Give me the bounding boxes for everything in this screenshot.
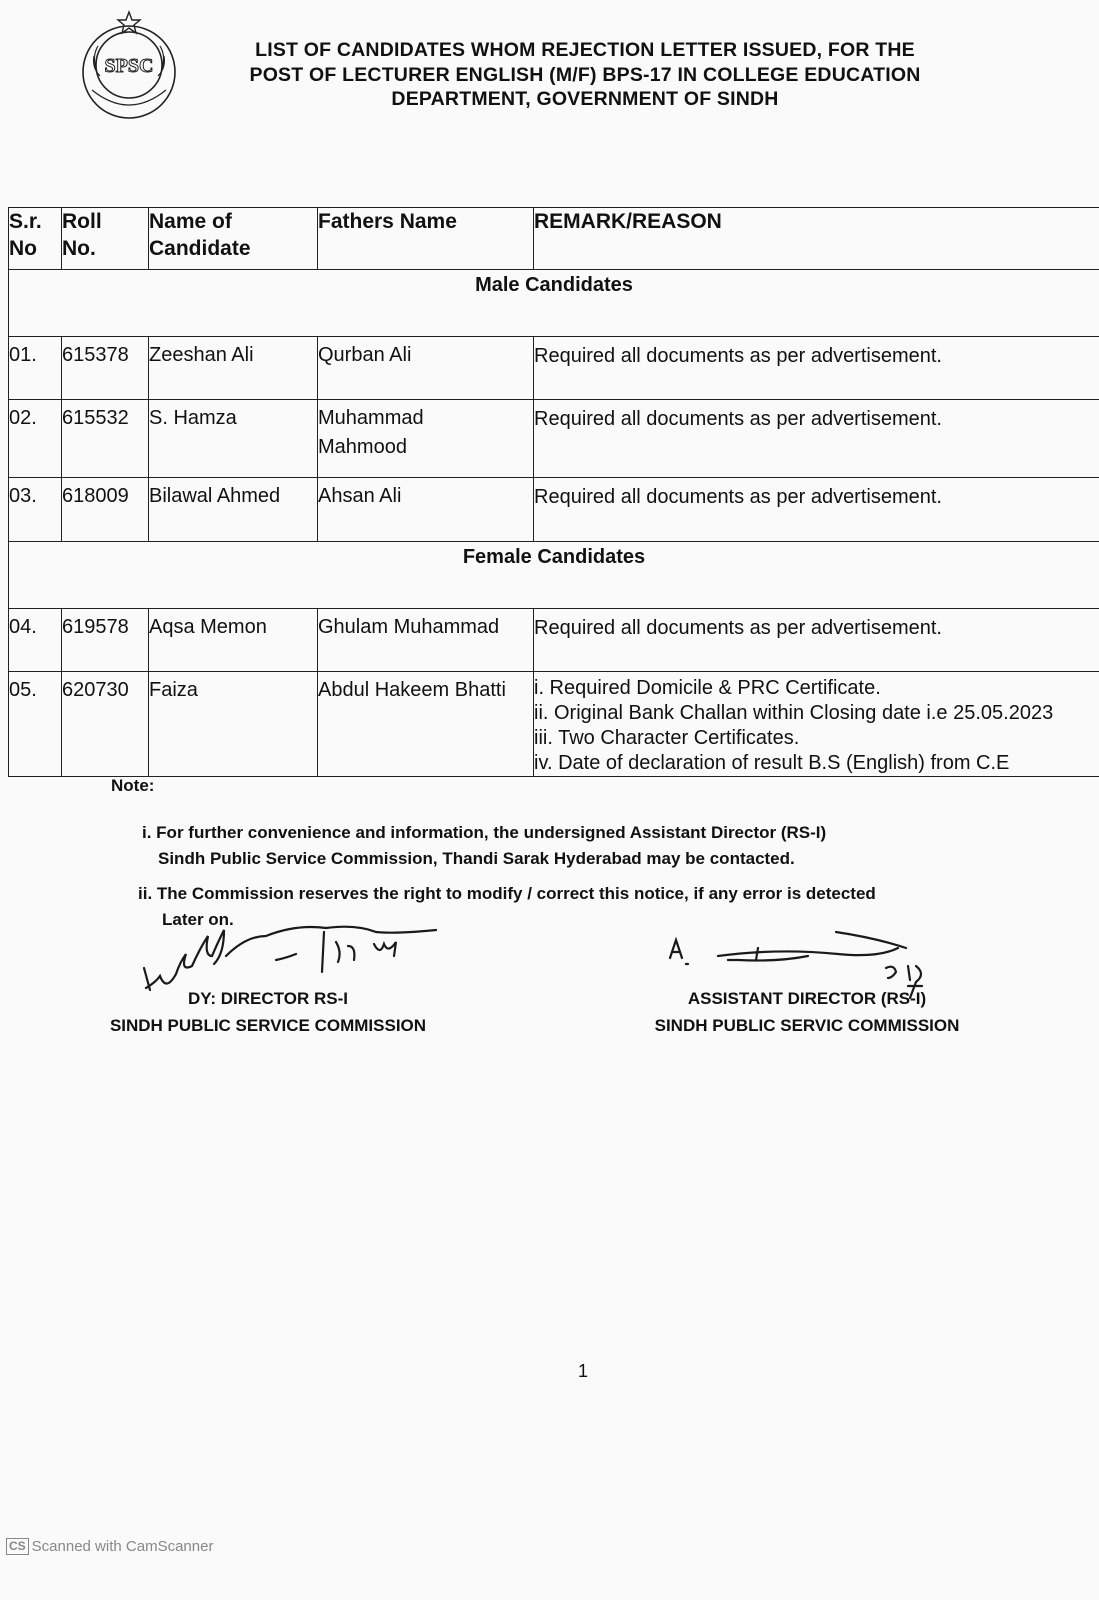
male-section-label: Male Candidates <box>9 270 1099 337</box>
cell-remark <box>534 672 1099 777</box>
cell-roll: 615532 <box>62 400 149 478</box>
table-row <box>9 337 1099 400</box>
cell-sr: 02. <box>9 400 62 478</box>
cell-remark: Required all documents as per advertisement. <box>534 609 1099 672</box>
left-signatory-org: SINDH PUBLIC SERVICE COMMISSION <box>109 1016 427 1035</box>
female-section-label: Female Candidates <box>9 542 1099 609</box>
page-number: 1 <box>578 1361 589 1381</box>
cell-sr: 03. <box>9 478 62 542</box>
note-item-2: ii. The Commission reserves the right to modify / correct this notice, if any error is detected Later on. <box>138 884 876 929</box>
cell-father: Abdul Hakeem Bhatti <box>318 672 534 777</box>
cell-sr: 01. <box>9 337 62 400</box>
remark-line: iv. Date of declaration of result B.S (English) from C.E <box>534 752 1010 774</box>
cell-roll: 619578 <box>62 609 149 672</box>
cell-remark: Required all documents as per advertisement. <box>534 337 1099 400</box>
cell-remark: Required all documents as per advertisement. <box>534 400 1099 478</box>
right-signatory <box>640 985 974 1039</box>
title-line-1: LIST OF CANDIDATES WHOM REJECTION LETTER ISSUED, FOR THE <box>255 39 915 61</box>
header-remark-reason: REMARK/REASON <box>534 208 1099 270</box>
remark-line: ii. Original Bank Challan within Closing date i.e 25.05.2023 <box>534 702 1054 724</box>
camscanner-icon: CS <box>6 1538 29 1555</box>
title-line-3: DEPARTMENT, GOVERNMENT OF SINDH <box>391 88 779 110</box>
cell-name: S. Hamza <box>149 400 318 478</box>
table-header-row <box>9 208 1099 270</box>
cell-father: Muhammad Mahmood <box>318 400 534 478</box>
spsc-seal-logo <box>70 10 188 122</box>
right-signatory-org: SINDH PUBLIC SERVIC COMMISSION <box>654 1016 960 1035</box>
cell-roll: 615378 <box>62 337 149 400</box>
title-line-2: POST OF LECTURER ENGLISH (M/F) BPS-17 IN COLLEGE EDUCATION <box>249 63 921 86</box>
cell-name: Zeeshan Ali <box>149 337 318 400</box>
cell-name: Bilawal Ahmed <box>149 478 318 542</box>
note-item-1: i. For further convenience and information, the undersigned Assistant Director (RS-I) Sindh Public Service Commission, Thandi Sarak Hyderabad may be contacted. <box>142 823 827 868</box>
header-sr-no: S.r. No <box>9 208 62 270</box>
header-fathers-name: Fathers Name <box>318 208 534 270</box>
left-signature <box>144 927 436 990</box>
left-signatory <box>100 985 436 1039</box>
cell-father: Ghulam Muhammad <box>318 609 534 672</box>
cell-roll: 618009 <box>62 478 149 542</box>
camscanner-text: Scanned with CamScanner <box>31 1538 214 1555</box>
female-section-row <box>9 542 1099 609</box>
svg-text:SPSC: SPSC <box>104 55 154 77</box>
cell-sr: 04. <box>9 609 62 672</box>
cell-name: Faiza <box>149 672 318 777</box>
note-label: Note: <box>111 776 155 795</box>
cell-father: Ahsan Ali <box>318 478 534 542</box>
remark-line: i. Required Domicile & PRC Certificate. <box>534 677 881 699</box>
male-section-row <box>9 270 1099 337</box>
cell-roll: 620730 <box>62 672 149 777</box>
camscanner-watermark <box>6 1538 213 1555</box>
remark-line: iii. Two Character Certificates. <box>534 727 800 749</box>
table-row <box>9 400 1099 478</box>
header-candidate-name: Name of Candidate <box>149 208 318 270</box>
table-row <box>9 478 1099 542</box>
right-signatory-title: ASSISTANT DIRECTOR (RS-I) <box>687 989 927 1008</box>
cell-sr: 05. <box>9 672 62 777</box>
cell-father: Qurban Ali <box>318 337 534 400</box>
table-row <box>9 672 1099 777</box>
candidates-table <box>8 207 1099 777</box>
header-roll-no: Roll No. <box>62 208 149 270</box>
table-row <box>9 609 1099 672</box>
left-signatory-title: DY: DIRECTOR RS-I <box>188 989 348 1008</box>
document-title <box>210 38 960 112</box>
cell-name: Aqsa Memon <box>149 609 318 672</box>
cell-remark: Required all documents as per advertisement. <box>534 478 1099 542</box>
